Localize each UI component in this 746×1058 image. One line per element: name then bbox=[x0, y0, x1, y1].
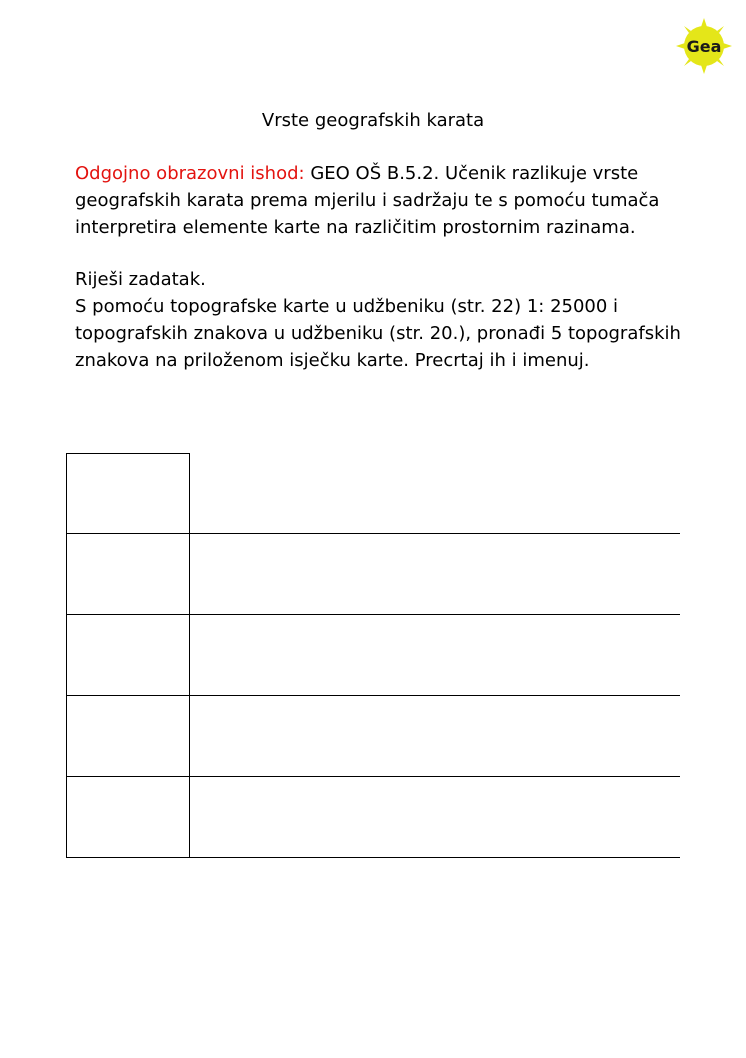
symbol-cell[interactable] bbox=[66, 453, 190, 533]
answer-row bbox=[66, 615, 680, 696]
task-instructions: S pomoću topografske karte u udžbeniku (str. 22) 1: 25000 i topografskih znakova u udžbeniku (str. 20.), pronađi 5 topografskih znakova na priloženom isječku karte. Precrtaj ih i imenuj. bbox=[75, 296, 681, 371]
answer-row bbox=[66, 696, 680, 777]
answer-row bbox=[66, 453, 680, 534]
name-cell[interactable] bbox=[190, 615, 680, 695]
symbol-cell[interactable] bbox=[66, 534, 190, 614]
task-section bbox=[75, 266, 685, 374]
symbol-cell[interactable] bbox=[66, 615, 190, 695]
task-heading: Riješi zadatak. bbox=[75, 269, 206, 290]
outcome-text: GEO OŠ B.5.2. Učenik razlikuje vrste geografskih karata prema mjerilu i sadržaju te s pomoću tumača interpretira elemente karte na različitim prostornim razinama. bbox=[75, 163, 660, 238]
gea-logo bbox=[676, 18, 732, 74]
answer-row bbox=[66, 777, 680, 858]
name-cell[interactable] bbox=[190, 777, 680, 857]
outcome-label: Odgojno obrazovni ishod: bbox=[75, 163, 305, 184]
name-cell[interactable] bbox=[190, 696, 680, 776]
learning-outcome bbox=[75, 160, 685, 241]
logo-text: Gea bbox=[686, 37, 722, 56]
answer-table bbox=[66, 453, 680, 858]
symbol-cell[interactable] bbox=[66, 777, 190, 857]
name-cell[interactable] bbox=[190, 453, 680, 533]
name-cell[interactable] bbox=[190, 534, 680, 614]
answer-row bbox=[66, 534, 680, 615]
page-title: Vrste geografskih karata bbox=[261, 110, 485, 131]
symbol-cell[interactable] bbox=[66, 696, 190, 776]
